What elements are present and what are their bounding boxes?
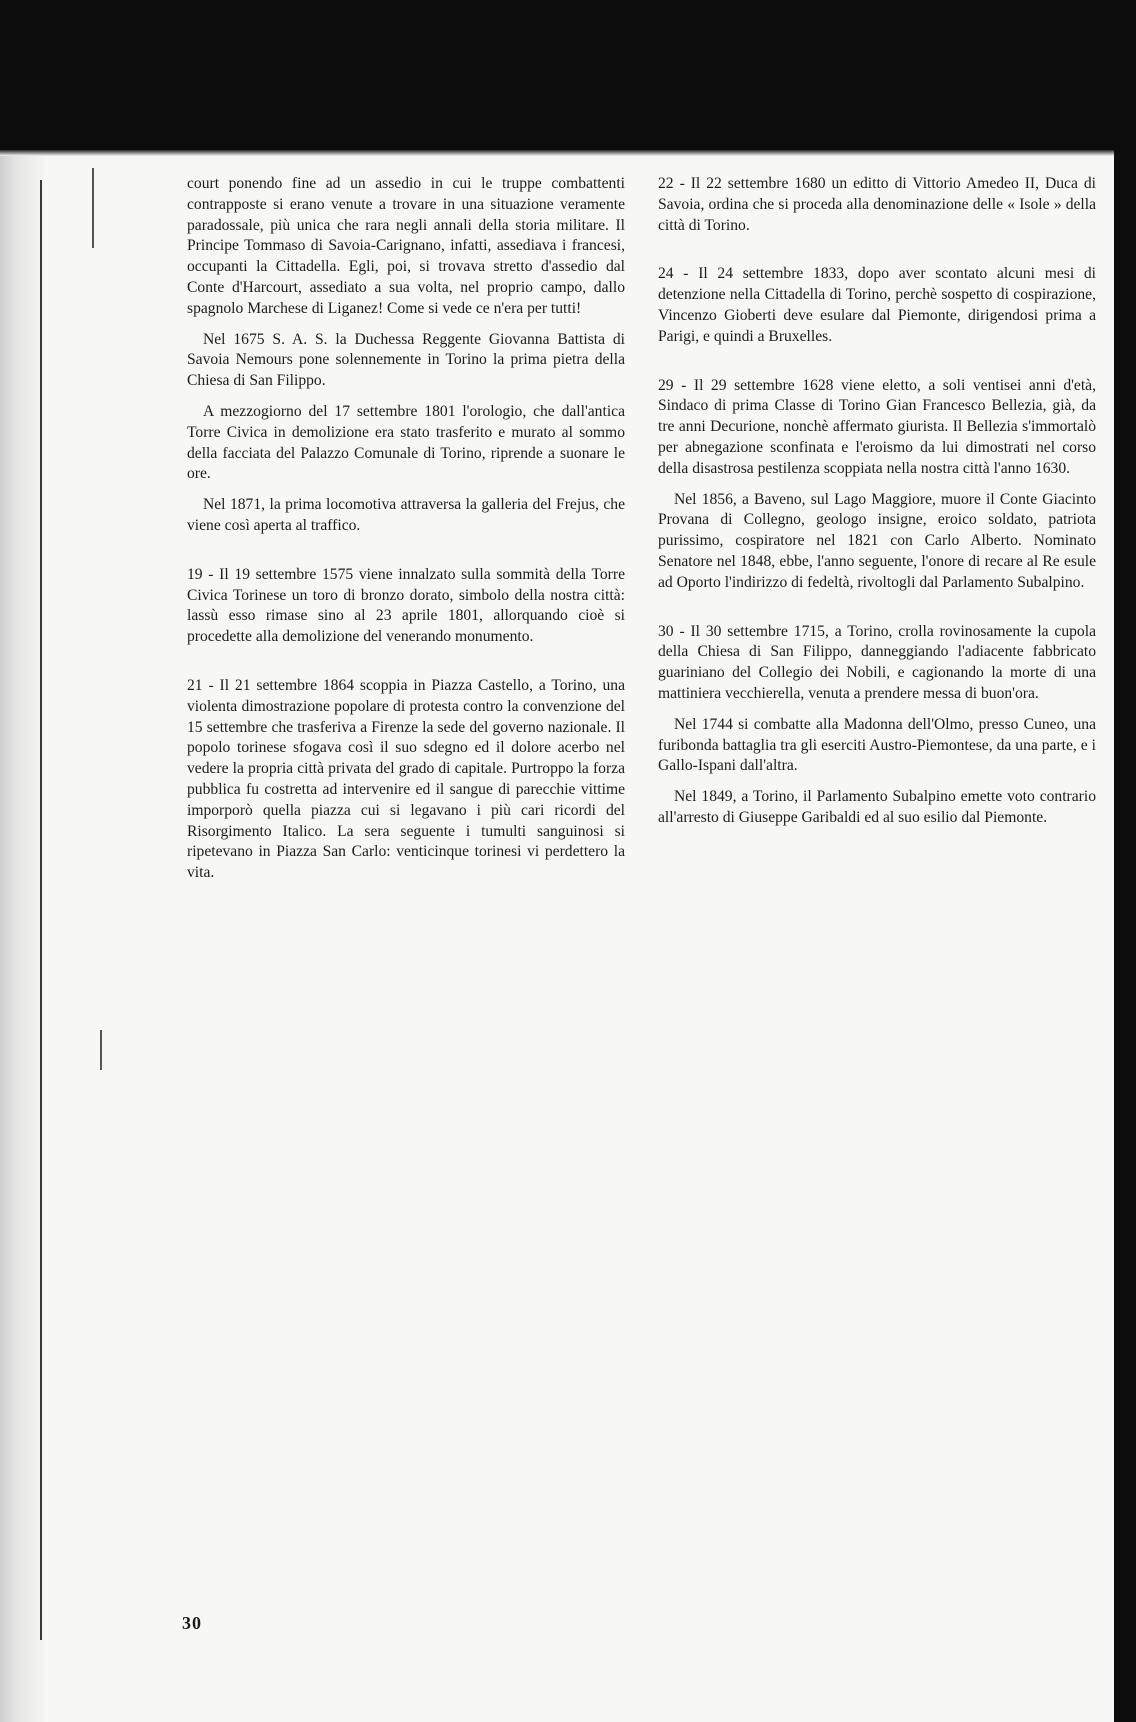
- paragraph: 29 - Il 29 settembre 1628 viene eletto, a soli ventisei anni d'età, Sindaco di prima Classe di Torino Gian Francesco Bellezia, già, da tre anni Decurione, nonchè affermato giurista. Il Bellezia s'immortalò per abnegazione sconfinata e l'eroismo da lui dimostrati nel corso della disastrosa pestilenza scoppiata nella nostra città l'anno 1630.: [658, 376, 1096, 477]
- paragraph: 22 - Il 22 settembre 1680 un editto di Vittorio Amedeo II, Duca di Savoia, ordina che si proceda alla denominazione delle « Isole » della città di Torino.: [658, 175, 1096, 234]
- scan-top-border: [0, 0, 1136, 150]
- paragraph: Nel 1856, a Baveno, sul Lago Maggiore, muore il Conte Giacinto Provana di Collegno, geologo insigne, eroico soldato, patriota purissimo, cospiratore nel 1821 con Carlo Alberto. Nominato Senatore nel 1848, ebbe, l'anno seguente, l'onore di recare al Re esule ad Oporto l'indirizzo di fedeltà, rivoltogli dal Parlamento Subalpino.: [658, 490, 1096, 591]
- paragraph: Nel 1744 si combatte alla Madonna dell'Olmo, presso Cuneo, una furibonda battaglia tra gli eserciti Austro-Piemontese, da una parte, e i Gallo-Ispani dall'altra.: [658, 715, 1096, 775]
- paragraph: 19 - Il 19 settembre 1575 viene innalzato sulla sommità della Torre Civica Torinese un toro di bronzo dorato, simbolo della nostra città: lassù esso rimase sino al 23 aprile 1801, allorquando cioè si procedette alla demolizione del venerando monumento.: [187, 565, 625, 646]
- section-gap: [658, 246, 1096, 264]
- binding-line: [92, 168, 94, 248]
- paragraph: court ponendo fine ad un assedio in cui le truppe combattenti contrapposte si erano venute a trovare in una situazione veramente paradossale, più unica che rara negli annali della storia militare. Il Principe Tommaso di Savoia-Carignano, infatti, assediava i francesi, occupanti la Cittadella. Egli, poi, si trovava stretto d'assedio dal Conte d'Harcourt, assediato a sua volta, nel proprio campo, dallo spagnolo Marchese di Liganez! Come si vede ce n'era per tutti!: [187, 175, 625, 317]
- right-column: [658, 174, 1096, 839]
- section-gap: [187, 658, 625, 676]
- paragraph: Nel 1675 S. A. S. la Duchessa Reggente Giovanna Battista di Savoia Nemours pone solennemente in Torino la prima pietra della Chiesa di San Filippo.: [187, 330, 625, 390]
- paragraph: Nel 1849, a Torino, il Parlamento Subalpino emette voto contrario all'arresto di Giuseppe Garibaldi ed al suo esilio dal Piemonte.: [658, 788, 1096, 826]
- paragraph: 21 - Il 21 settembre 1864 scoppia in Piazza Castello, a Torino, una violenta dimostrazione popolare di protesta contro la convenzione del 15 settembre che trasferiva a Firenze la sede del governo nazionale. Il popolo torinese sfogava così il suo sdegno ed il dolore acerbo nel vedere la propria città privata del grado di capitale. Purtroppo la forza pubblica fu costretta ad intervenire ed il sangue di parecchie vittime imporporò quella piazza cui si legavano i più cari ricordi del Risorgimento Italico. La sera seguente i tumulti sanguinosi si ripetevano in Piazza San Carlo: venticinque torinesi vi perdettero la vita.: [187, 676, 625, 882]
- section-gap: [658, 604, 1096, 622]
- paragraph: 30 - Il 30 settembre 1715, a Torino, crolla rovinosamente la cupola della Chiesa di San Filippo, danneggiando l'adiacente fabbricato guariniano del Collegio dei Nobili, e cagionando la morte di una mattiniera vecchierella, venuta a prendere messa di buon'ora.: [658, 622, 1096, 702]
- scan-top-shadow: [0, 150, 1136, 156]
- paragraph: A mezzogiorno del 17 settembre 1801 l'orologio, che dall'antica Torre Civica in demolizione era stato trasferito e murato al sommo della facciata del Palazzo Comunale di Torino, riprende a suonare le ore.: [187, 402, 625, 483]
- binding-line: [100, 1030, 102, 1070]
- scan-right-border: [1114, 0, 1136, 1722]
- paragraph: Nel 1871, la prima locomotiva attraversa la galleria del Frejus, che viene così aperta al traffico.: [187, 496, 625, 534]
- section-gap: [658, 358, 1096, 376]
- section-gap: [187, 547, 625, 565]
- binding-line: [40, 180, 42, 1640]
- paragraph: 24 - Il 24 settembre 1833, dopo aver scontato alcuni mesi di detenzione nella Cittadella di Torino, perchè sospetto di cospirazione, Vincenzo Gioberti deve esulare dal Piemonte, dirigendosi prima a Parigi, e quindi a Bruxelles.: [658, 265, 1096, 345]
- left-column: [187, 174, 625, 894]
- binding-margin: [0, 156, 44, 1722]
- page-number: 30: [182, 1613, 202, 1633]
